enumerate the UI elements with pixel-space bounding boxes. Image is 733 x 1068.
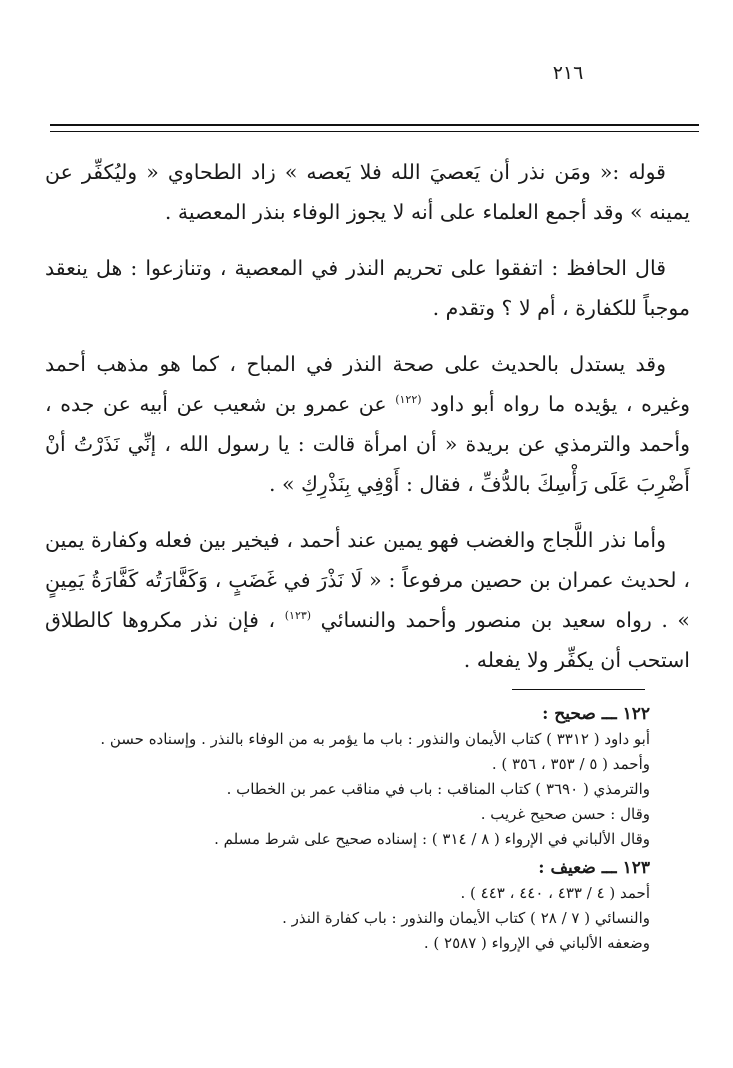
paragraph-4-after: ، فإن نذر مكروها كالطلاق استحب أن يكفِّر ولا يفعله . (45, 608, 690, 672)
footnote-separator (512, 689, 645, 690)
footnote-line: والترمذي ( ٣٦٩٠ ) كتاب المناقب : باب في مناقب عمر بن الخطاب . (226, 780, 650, 798)
header-rule-thin (50, 131, 699, 132)
footnote-line: وضعفه الألباني في الإرواء ( ٢٥٨٧ ) . (423, 934, 650, 952)
footnote-line: وقال : حسن صحيح غريب . (480, 805, 650, 823)
footnote-heading: ١٢٢ ـــ صحيح : (542, 704, 650, 724)
footnote-ref-123[interactable]: (١٢٣) (284, 609, 312, 623)
footnote-122 (30, 702, 650, 852)
footnote-heading: ١٢٣ ـــ ضعيف : (538, 858, 650, 878)
paragraph-1: قوله :« ومَن نذر أن يَعصيَ الله فلا يَعصه » زاد الطحاوي « وليُكفِّر عن يمينه » وقد أجمع العلماء على أنه لا يجوز الوفاء بنذر المعصية . (45, 160, 690, 224)
footnote-line: وأحمد ( ٥ / ٣٥٣ ، ٣٥٦ ) . (491, 755, 650, 773)
footnote-line: أحمد ( ٤ / ٤٣٣ ، ٤٤٠ ، ٤٤٣ ) . (460, 884, 650, 902)
header-rule-thick (50, 124, 699, 126)
footnote-line: أبو داود ( ٣٣١٢ ) كتاب الأيمان والنذور : باب ما يؤمر به من الوفاء بالنذر . وإسناده حسن . (100, 730, 650, 748)
footnotes (30, 702, 650, 960)
paragraph-2: قال الحافظ : اتفقوا على تحريم النذر في المعصية ، وتنازعوا : هل ينعقد موجباً للكفارة ، أم لا ؟ وتقدم . (45, 256, 690, 320)
paragraph-3-after: عن عمرو بن شعيب عن أبيه عن جده ، وأحمد والترمذي عن بريدة « أن امرأة قالت : يا رسول الله ، إنِّي نَذَرْتُ أنْ أَضْرِبَ عَلَى رَأْسِكَ بالدُّفِّ ، فقال : أَوْفِي بِنَذْرِكِ » . (45, 392, 690, 496)
footnote-123 (30, 856, 650, 956)
footnote-ref-122[interactable]: (١٢٢) (395, 393, 422, 407)
footnote-line: والنسائي ( ٧ / ٢٨ ) كتاب الأيمان والنذور : باب كفارة النذر . (282, 909, 650, 927)
paragraph-4 (45, 520, 690, 680)
footnote-line: وقال الألباني في الإرواء ( ٨ / ٣١٤ ) : إسناده صحيح على شرط مسلم . (214, 830, 650, 848)
paragraph-3 (45, 344, 690, 504)
page-number: ٢١٦ (552, 62, 584, 84)
paragraph-3-before: وقد يستدل بالحديث على صحة النذر في المباح ، كما هو مذهب أحمد وغيره ، يؤيده ما رواه أبو داود (45, 352, 690, 416)
main-text (45, 152, 690, 696)
paragraph-4-before: وأما نذر اللَّجاج والغضب فهو يمين عند أحمد ، فيخير بين فعله وكفارة يمين ، لحديث عمران بن حصين مرفوعاً : « لَا نَذْرَ في غَضَبٍ ، وَكَفَّارَتُه كَفَّارَةُ يَمِينٍ » . رواه سعيد بن منصور وأحمد والنسائي (45, 528, 690, 632)
